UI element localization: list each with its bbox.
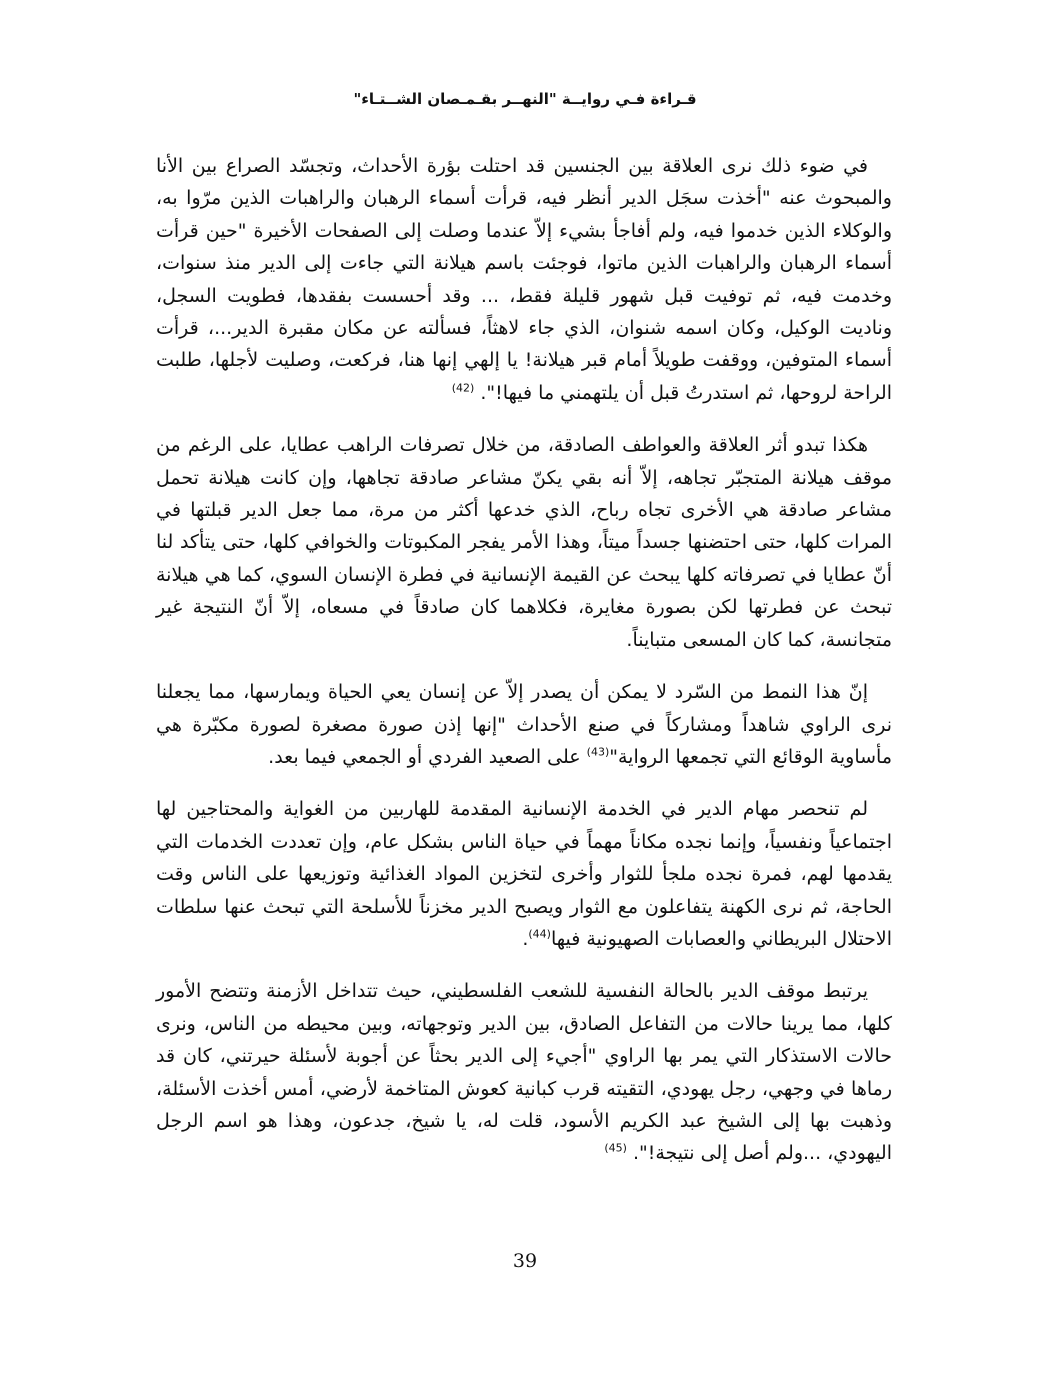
paragraph-text: يرتبط موقف الدير بالحالة النفسية للشعب الفلسطيني، حيث تتداخل الأزمنة وتتضح الأمور كلها، مما يرينا حالات من التفاعل الصادق، بين الدير وتوجهاته، وبين محيطه من الناس، ونرى حالات الاستذكار التي يمر بها الراوي "أجيء إلى الدير بحثاً عن أجوبة لأسئلة حيرتني، كان قد رماها في وجهي، رجل يهودي، التقيته قرب كبانية كعوش المتاخمة لأرضي، أمس أخذت الأسئلة، وذهبت بها إلى الشيخ عبد الكريم الأسود، قلت له، يا شيخ، جدعون، وهذا هو اسم الرجل اليهودي، ...ولم أصل إلى نتيجة!". — [156, 980, 892, 1165]
footnote-ref-45: (45) — [604, 1142, 627, 1156]
footnote-ref-44: (44) — [528, 927, 551, 941]
paragraph-text-tail: . — [522, 927, 529, 950]
paragraph-text-tail: على الصعيد الفردي أو الجمعي فيما بعد. — [268, 745, 587, 768]
paragraph-2 — [156, 429, 892, 656]
paragraph-text: في ضوء ذلك نرى العلاقة بين الجنسين قد احتلت بؤرة الأحداث، وتجسّد الصراع بين الأنا والمبحوث عنه "أخذت سجَل الدير أنظر فيه، قرأت أسماء الرهبان والراهبات الذين مرّوا به، والوكلاء الذين خدموا فيه، ولم أفاجأ بشيء إلاّ عندما وصلت إلى الصفحات الأخيرة "حين قرأت أسماء الرهبان والراهبات الذين ماتوا، فوجئت باسم هيلانة التي جاءت إلى الدير منذ سنوات، وخدمت فيه، ثم توفيت قبل شهور قليلة فقط، ... وقد أحسست بفقدها، فطويت السجل، وناديت الوكيل، وكان اسمه شنوان، الذي جاء لاهثاً، فسألته عن مكان مقبرة الدير...، قرأت أسماء المتوفين، ووقفت طويلاً أمام قبر هيلانة! يا إلهي إنها هنا، فركعت، وصليت لأجلها، طلبت الراحة لروحها، ثم استدرتُ قبل أن يلتهمني ما فيها!". — [156, 155, 892, 404]
page-body — [156, 150, 892, 1190]
paragraph-text: لم تنحصر مهام الدير في الخدمة الإنسانية المقدمة للهاربين من الغواية والمحتاجين لها اجتماعياً ونفسياً، وإنما نجده مكاناً مهماً في حياة الناس بشكل عام، وإن تعددت الخدمات التي يقدمها لهم، فمرة نجده ملجأ للثوار وأخرى لتخزين المواد الغذائية وتوزيعها على الناس وقت الحاجة، ثم نرى الكهنة يتفاعلون مع الثوار ويصبح الدير مخزناً للأسلحة التي تبحث عنها سلطات الاحتلال البريطاني والعصابات الصهيونية فيها — [156, 798, 892, 950]
paragraph-1 — [156, 150, 892, 409]
page-number: 39 — [512, 1250, 538, 1272]
running-header: قـراءة فـي روايــة "النهــر بقـمـصان الشــتـاء" — [353, 90, 697, 108]
footnote-ref-43: (43) — [586, 745, 610, 759]
paragraph-3 — [156, 676, 892, 773]
paragraph-5 — [156, 975, 892, 1169]
paragraph-text: إنّ هذا النمط من السّرد لا يمكن أن يصدر إلاّ عن إنسان يعي الحياة ويمارسها، مما يجعلنا نرى الراوي شاهداً ومشاركاً في صنع الأحداث "إنها إذن صورة مصغرة لصورة مكبّرة هي مأساوية الوقائع التي تجمعها الرواية" — [156, 681, 892, 768]
paragraph-text: هكذا تبدو أثر العلاقة والعواطف الصادقة، من خلال تصرفات الراهب عطايا، على الرغم من موقف هيلانة المتجبّر تجاهه، إلاّ أنه بقي يكنّ مشاعر صادقة تجاهها، وإن كانت هيلانة تحمل مشاعر صادقة هي الأخرى تجاه رباح، الذي خدعها أكثر من مرة، مما جعل الدير قبلتها في المرات كلها، حتى احتضنها جسداً ميتاً، وهذا الأمر يفجر المكبوتات والخوافي كلها، حتى يتأكد لنا أنّ عطايا في تصرفاته كلها يبحث عن القيمة الإنسانية في فطرة الإنسان السوي، كما هي هيلانة تبحث عن فطرتها لكن بصورة مغايرة، فكلاهما كان صادقاً في مسعاه، إلاّ أنّ النتيجة غير متجانسة، كما كان المسعى متبايناً. — [156, 434, 892, 651]
footnote-ref-42: (42) — [451, 381, 475, 395]
paragraph-4 — [156, 793, 892, 955]
